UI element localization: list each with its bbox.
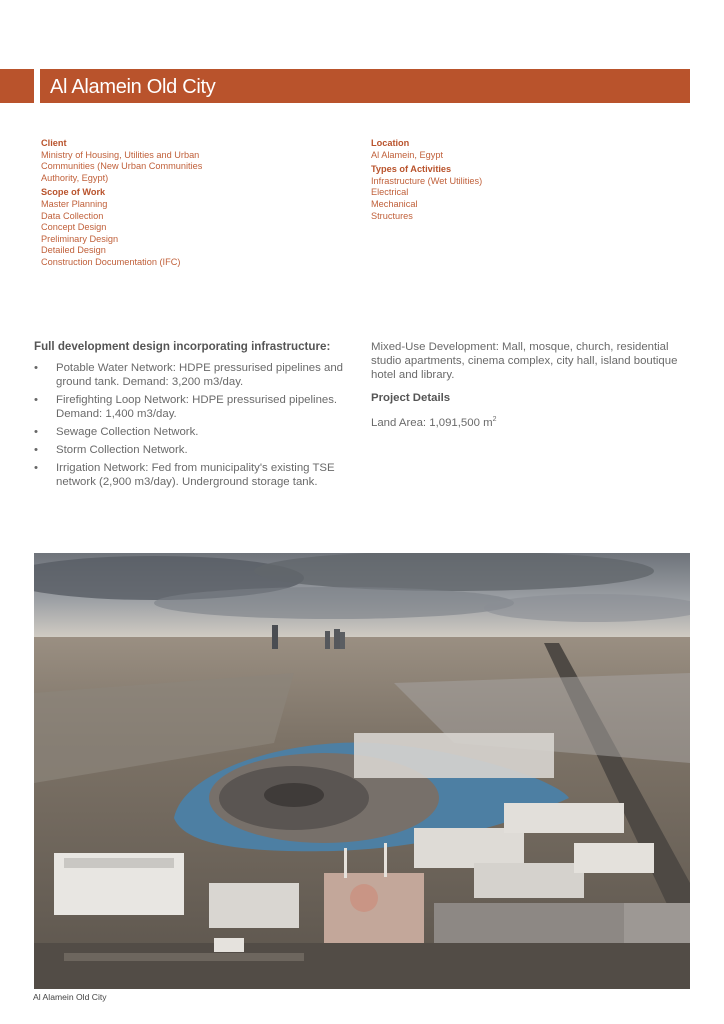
scope-item: Detailed Design	[41, 245, 106, 256]
infrastructure-heading: Full development design incorporating infrastructure:	[34, 340, 331, 353]
accent-block	[0, 69, 34, 103]
infrastructure-section	[34, 340, 352, 493]
location-value: Al Alamein, Egypt	[371, 149, 444, 160]
scope-item: Preliminary Design	[41, 233, 119, 244]
project-details-heading: Project Details	[371, 392, 451, 404]
list-item: • Potable Water Network: HDPE pressurised pipelines and ground tank. Demand: 3,200 m3/day.	[34, 361, 352, 389]
scope-item: Construction Documentation (IFC)	[41, 256, 181, 267]
activities-label: Types of Activities	[371, 164, 452, 175]
scope-item: Data Collection	[41, 210, 104, 221]
scope-label: Scope of Work	[41, 187, 106, 198]
aerial-photo	[34, 553, 690, 989]
activity-item: Electrical	[371, 187, 409, 198]
list-item: • Firefighting Loop Network: HDPE pressurised pipelines. Demand: 1,400 m3/day.	[34, 393, 352, 421]
client-value: Ministry of Housing, Utilities and Urban Communities (New Urban Communities Authority, Egypt)	[41, 149, 203, 183]
scope-item: Concept Design	[41, 222, 107, 233]
client-label: Client	[41, 138, 67, 148]
mixed-use-text: Mixed-Use Development: Mall, mosque, church, residential studio apartments, cinema complex, city hall, island boutique hotel and library.	[371, 341, 678, 381]
activity-item: Structures	[371, 210, 413, 221]
activity-item: Infrastructure (Wet Utilities)	[371, 175, 483, 186]
land-area-unit: 2	[492, 416, 497, 423]
project-meta-right	[371, 138, 571, 222]
scope-item: Master Planning	[41, 198, 108, 209]
location-label: Location	[371, 138, 410, 148]
list-item: • Irrigation Network: Fed from municipality's existing TSE network (2,900 m3/day). Underground storage tank.	[34, 461, 352, 489]
project-details-section	[371, 340, 689, 430]
land-area-text: Land Area: 1,091,500 m	[371, 416, 493, 429]
list-item: • Storm Collection Network.	[34, 443, 352, 457]
infrastructure-list	[34, 361, 352, 489]
page-title: Al Alamein Old City	[40, 69, 690, 103]
photo-caption: Al Alamein Old City	[33, 992, 107, 1002]
project-meta-left	[41, 138, 241, 269]
activity-item: Mechanical	[371, 198, 418, 209]
list-item: • Sewage Collection Network.	[34, 425, 352, 439]
land-area	[371, 413, 689, 430]
